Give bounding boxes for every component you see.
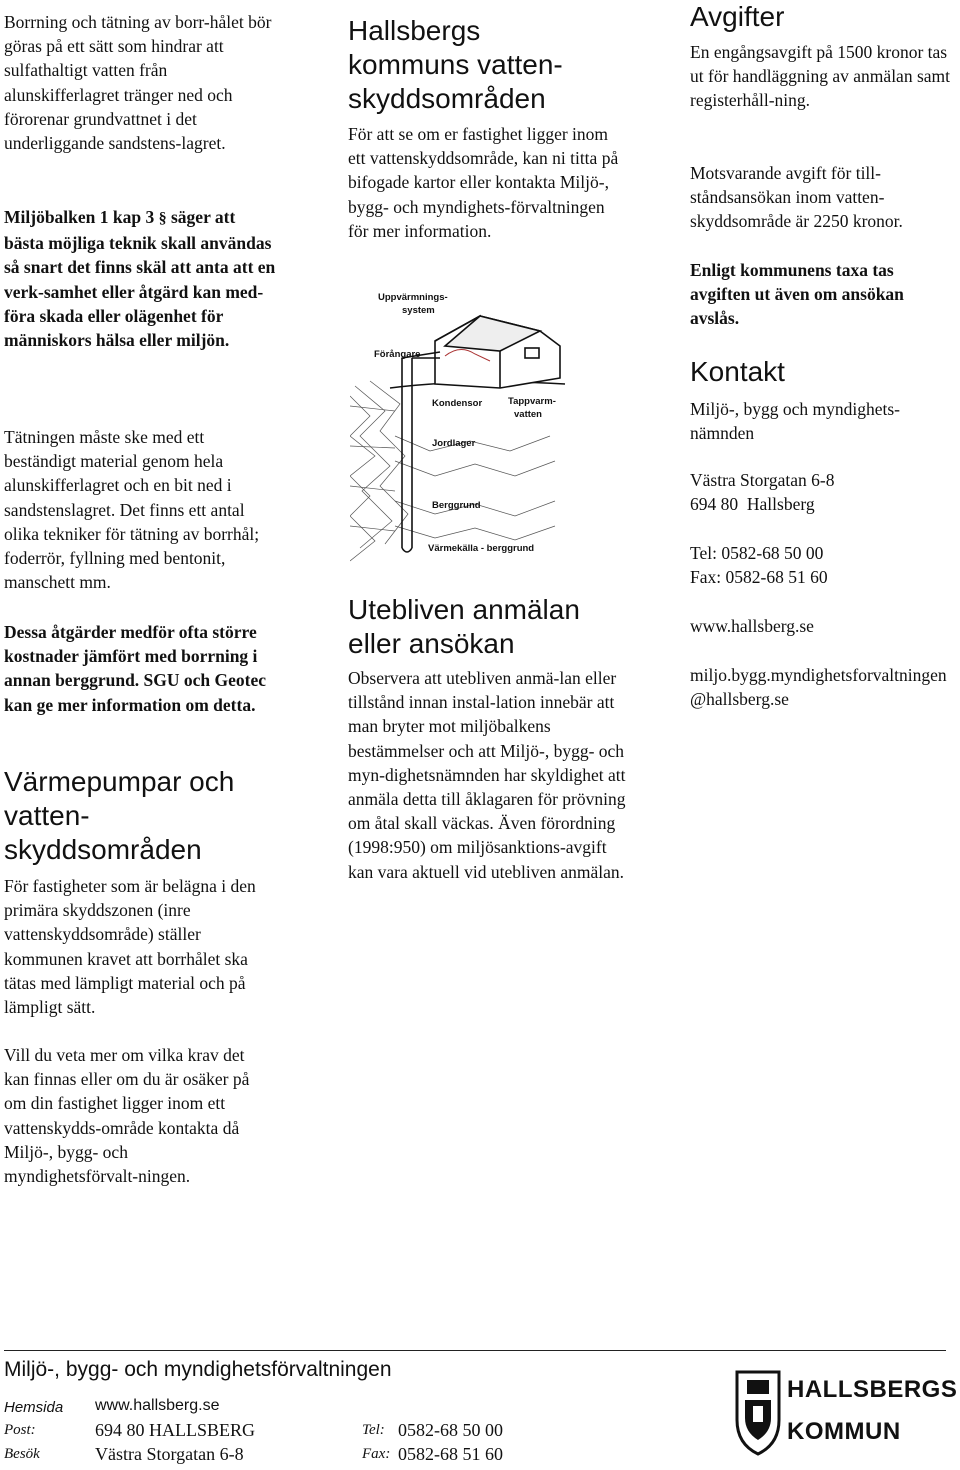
heat-pump-diagram bbox=[350, 286, 580, 566]
diagram-label-varmekalla: Värmekälla - berggrund bbox=[428, 543, 535, 554]
footer-besok-label: Besök bbox=[4, 1446, 40, 1462]
footer-divider bbox=[4, 1350, 946, 1351]
intro-paragraph: Borrning och tätning av borr-hålet bör göras på ett sätt som hindrar att sulfathaltigt vatten från alunskifferlagret tränger ned och förorenar grundvattnet i det underliggande sandstens-lagret. bbox=[4, 12, 272, 154]
logo-text-hallsbergs: HALLSBERGS bbox=[787, 1376, 958, 1403]
heading-avgifter: Avgifter bbox=[690, 1, 785, 32]
taxa-paragraph: Enligt kommunens taxa tas avgiften ut även om ansökan avslås. bbox=[690, 260, 904, 329]
diagram-label-tappvarm: Tappvarm- bbox=[508, 396, 556, 407]
kontakt-info-paragraph: Vill du veta mer om vilka krav det kan finnas eller om du är osäker på om din fastighet ligger inom ett vattenskydds-område kontakta då Miljö-, bygg- och myndighetsförvalt-ningen. bbox=[4, 1045, 250, 1187]
footer-tel-label: Tel: bbox=[362, 1422, 385, 1438]
skyddszon-paragraph: För fastigheter som är belägna i den primära skyddszonen (inre vattenskyddsområde) ställer kommunen kravet att borrhålet ska tätas med lämpligt material och på lämpligt sätt. bbox=[4, 876, 256, 1018]
diagram-label-kondensor: Kondensor bbox=[432, 398, 483, 409]
kostnader-paragraph: Dessa åtgärder medför ofta större kostnader jämfört med borrning i annan berggrund. SGU och Geotec kan ge mer information om detta. bbox=[4, 622, 267, 715]
diagram-label-jordlager: Jordlager bbox=[432, 438, 476, 449]
heading-utebliven: Utebliven anmälan eller ansökan bbox=[348, 594, 580, 659]
heading-varmepumpar: Värmepumpar och vatten-skyddsområden bbox=[4, 766, 235, 865]
coat-of-arms-icon bbox=[735, 1370, 781, 1456]
footer-title: Miljö-, bygg- och myndighetsförvaltningen bbox=[4, 1358, 392, 1381]
kontakt-email-link[interactable]: miljo.bygg.myndighetsforvaltningen@hallsberg.se bbox=[690, 665, 947, 710]
footer-post-label: Post: bbox=[4, 1422, 36, 1438]
footer-hemsida-label: Hemsida bbox=[4, 1399, 64, 1416]
kontakt-namnd: Miljö-, bygg och myndighets-nämnden bbox=[690, 399, 900, 444]
heading-kontakt: Kontakt bbox=[690, 356, 785, 387]
kontakt-adress: Västra Storgatan 6-8 bbox=[690, 470, 835, 490]
diagram-label-forangare: Förångare bbox=[374, 349, 421, 360]
kontakt-tel: Tel: 0582-68 50 00 bbox=[690, 543, 824, 563]
utebliven-paragraph: Observera att utebliven anmä-lan eller tillstånd innan instal-lation innebär att man bryter mot miljöbalkens bestämmelser och att Miljö-, bygg- och myn-dighetsnämnden har skyldighet att anmäla detta till åklagaren för prövning om åtal skall väckas. Även förordning (1998:950) om miljösanktions-avgift kan vara aktuell vid utebliven anmälan. bbox=[348, 668, 626, 882]
avgift-paragraph: En engångsavgift på 1500 kronor tas ut för handläggning av anmälan samt registerhåll-ning. bbox=[690, 42, 950, 111]
miljobalken-text: säger att bästa möjliga teknik skall användas så snart det finns skäl att anta att en verk-samhet eller åtgärd kan med-föra skada eller olägenhet för människors hälsa eller miljön. bbox=[4, 207, 276, 351]
footer-besok-value: Västra Storgatan 6-8 bbox=[95, 1444, 244, 1464]
miljobalken-paragraph bbox=[4, 205, 279, 352]
kontakt-fax: Fax: 0582-68 51 60 bbox=[690, 567, 828, 587]
house-icon bbox=[435, 316, 560, 388]
footer-fax-value: 0582-68 51 60 bbox=[398, 1444, 503, 1464]
kontakt-postort: 694 80 Hallsberg bbox=[690, 494, 815, 514]
heading-hallsbergs: Hallsbergs kommuns vatten-skyddsområden bbox=[348, 15, 563, 114]
miljobalken-ref: Miljöbalken 1 kap 3 bbox=[4, 207, 155, 227]
kartor-paragraph: För att se om er fastighet ligger inom ett vattenskyddsområde, kan ni titta på bifogade kartor eller kontakta Miljö-, bygg- och myndighets-förvaltningen för mer information. bbox=[348, 124, 619, 241]
footer-tel-value: 0582-68 50 00 bbox=[398, 1420, 503, 1440]
footer-hemsida-link[interactable]: www.hallsberg.se bbox=[95, 1397, 220, 1414]
tillstand-avgift-paragraph: Motsvarande avgift för till-ståndsansökan inom vatten-skyddsområde är 2250 kronor. bbox=[690, 163, 903, 232]
hallsbergs-kommun-logo bbox=[735, 1368, 957, 1460]
diagram-label-system: system bbox=[402, 305, 435, 316]
logo-text-kommun: KOMMUN bbox=[787, 1418, 901, 1445]
kontakt-webb-link[interactable]: www.hallsberg.se bbox=[690, 616, 814, 636]
tatning-paragraph: Tätningen måste ske med ett beständigt material genom hela alunskifferlagret och en bit ned i sandstenslagret. Det finns ett antal olika tekniker för tätning av borrhål; foderrör, fyllning med bentonit, manschett mm. bbox=[4, 427, 260, 593]
diagram-label-uppvarmning: Uppvärmnings- bbox=[378, 292, 448, 303]
footer-fax-label: Fax: bbox=[362, 1446, 391, 1462]
footer-post-value: 694 80 HALLSBERG bbox=[95, 1420, 256, 1440]
paragraph-sign-icon: § bbox=[158, 210, 167, 227]
diagram-label-berggrund: Berggrund bbox=[432, 500, 481, 511]
diagram-label-vatten: vatten bbox=[514, 409, 542, 420]
